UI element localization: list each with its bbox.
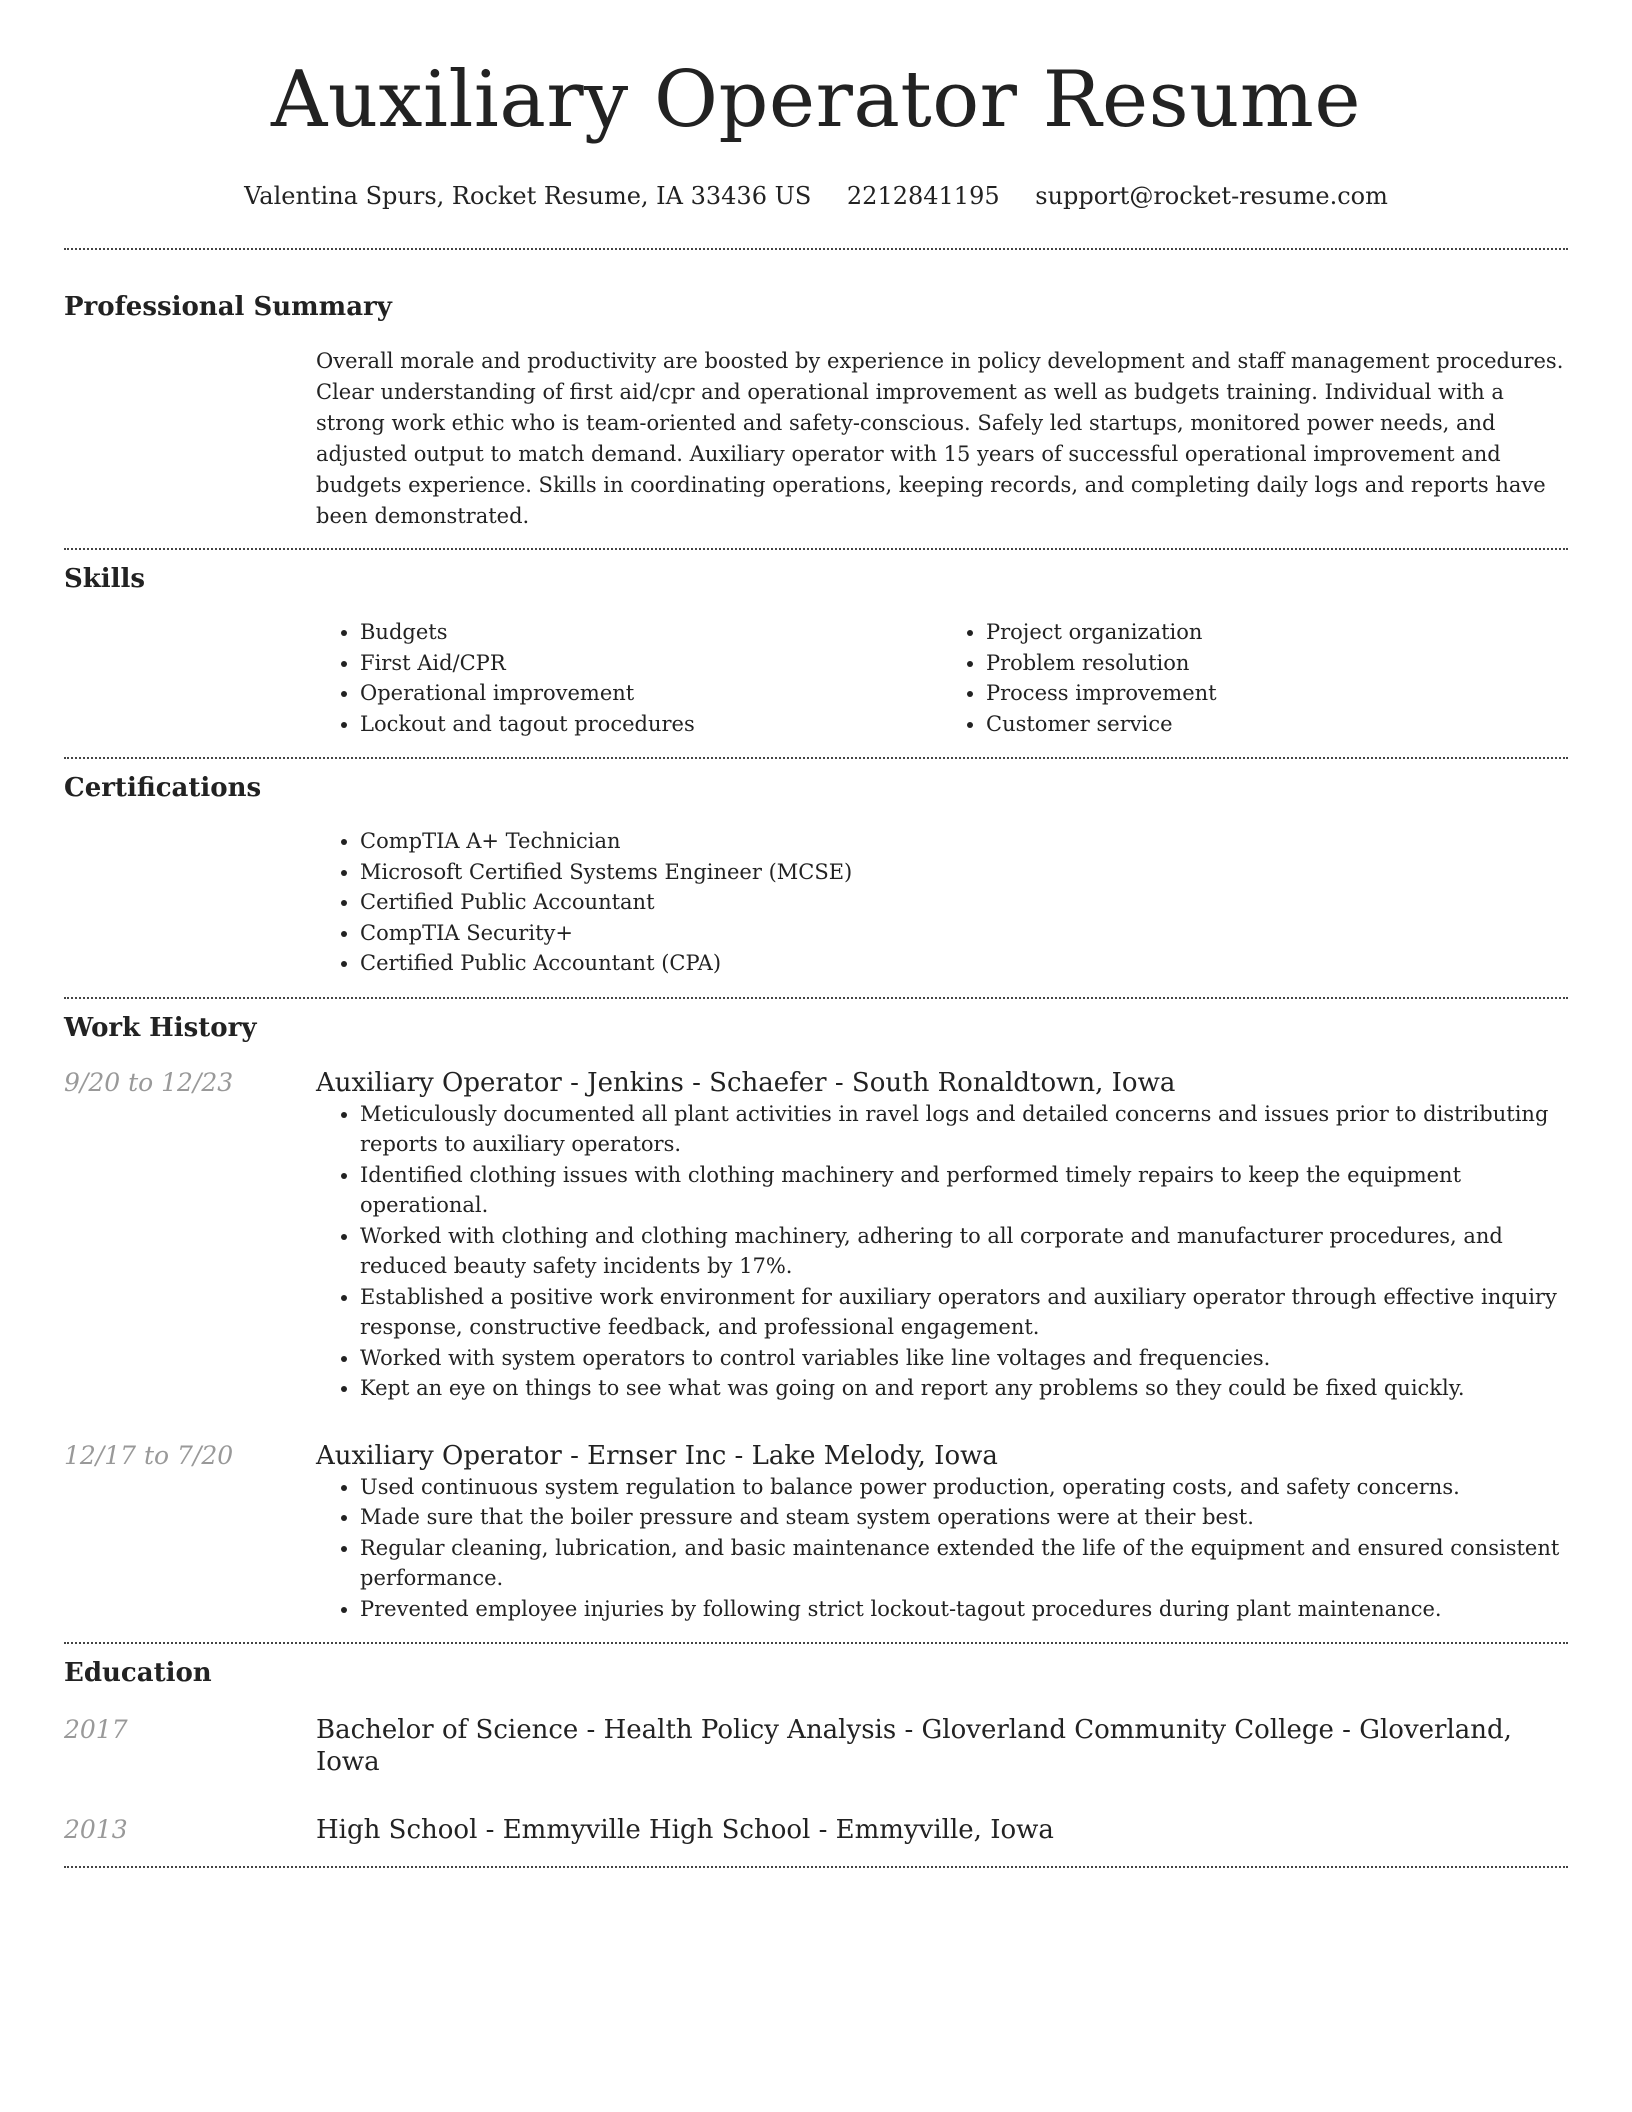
certification-item: • Certified Public Accountant (CPA) bbox=[360, 948, 1568, 979]
skill-item: • Budgets bbox=[360, 617, 942, 648]
summary-text: Overall morale and productivity are boosted by experience in policy development and staff management procedures. Clear understanding of first aid/cpr and operational improvement as well as budgets training. Individual with a strong work ethic who is team-oriented and safety-conscious. Safely led startups, monitored power needs, and adjusted output to match demand. Auxiliary operator with 15 years of successful operational improvement and budgets experience. Skills in coordinating operations, keeping records, and completing daily logs and reports have been demonstrated. bbox=[316, 349, 1564, 528]
education-school: - Emmyville High School - Emmyville, Iowa bbox=[477, 1815, 1054, 1845]
education-degree: High School bbox=[316, 1815, 478, 1845]
certifications-list bbox=[316, 826, 1568, 979]
work-history-section bbox=[64, 999, 1568, 1643]
job-bullet: • Meticulously documented all plant activities in ravel logs and detailed concerns and issues prior to distributing reports to auxiliary operators. bbox=[360, 1099, 1568, 1160]
section-title-summary: Professional Summary bbox=[64, 292, 392, 322]
skills-list-right bbox=[942, 617, 1568, 739]
education-section bbox=[64, 1644, 1568, 1846]
job-heading bbox=[316, 1067, 1568, 1099]
job-bullet: • Kept an eye on things to see what was going on and report any problems so they could be fixed quickly. bbox=[360, 1373, 1568, 1404]
job-bullet: • Prevented employee injuries by following strict lockout-tagout procedures during plant maintenance. bbox=[360, 1594, 1568, 1625]
job-entry bbox=[64, 1067, 1568, 1404]
job-bullets bbox=[316, 1099, 1568, 1404]
job-entry bbox=[64, 1440, 1568, 1643]
job-bullet: • Worked with system operators to control variables like line voltages and frequencies. bbox=[360, 1343, 1568, 1374]
job-bullet: • Made sure that the boiler pressure and steam system operations were at their best. bbox=[360, 1502, 1568, 1533]
section-title-certifications: Certifications bbox=[64, 773, 262, 803]
skill-item: • Project organization bbox=[986, 617, 1568, 648]
job-bullet: • Identified clothing issues with clothing machinery and performed timely repairs to keep the equipment operational. bbox=[360, 1160, 1568, 1221]
education-year: 2013 bbox=[64, 1815, 128, 1844]
job-dates: 9/20 to 12/23 bbox=[64, 1067, 234, 1097]
certifications-section bbox=[64, 759, 1568, 979]
skills-list-left bbox=[316, 617, 942, 739]
job-bullet: • Worked with clothing and clothing machinery, adhering to all corporate and manufacturer procedures, and reduced beauty safety incidents by 17%. bbox=[360, 1221, 1568, 1282]
certification-item: • CompTIA A+ Technician bbox=[360, 826, 1568, 857]
job-bullets bbox=[316, 1472, 1568, 1625]
section-title-work-history: Work History bbox=[64, 1012, 257, 1043]
summary-section bbox=[64, 250, 1568, 532]
contact-address: Valentina Spurs, Rocket Resume, IA 33436 US bbox=[244, 182, 812, 210]
education-heading bbox=[316, 1714, 1568, 1778]
skill-item: • Lockout and tagout procedures bbox=[360, 709, 942, 740]
job-dates: 12/17 to 7/20 bbox=[64, 1440, 234, 1470]
skill-item: • First Aid/CPR bbox=[360, 648, 942, 679]
job-role: Auxiliary Operator bbox=[316, 1440, 562, 1471]
education-year: 2017 bbox=[64, 1715, 128, 1744]
job-employer: - Jenkins - Schaefer - South Ronaldtown, Iowa bbox=[561, 1067, 1176, 1098]
certifications-block bbox=[316, 826, 1568, 979]
job-role: Auxiliary Operator bbox=[316, 1067, 562, 1098]
job-heading bbox=[316, 1440, 1568, 1472]
contact-email: support@rocket-resume.com bbox=[1035, 182, 1388, 210]
education-heading bbox=[316, 1814, 1568, 1846]
job-bullet: • Used continuous system regulation to balance power production, operating costs, and safety concerns. bbox=[360, 1472, 1568, 1503]
contact-line bbox=[64, 180, 1568, 212]
skill-item: • Problem resolution bbox=[986, 648, 1568, 679]
education-entry bbox=[64, 1714, 1568, 1778]
job-bullet: • Established a positive work environment for auxiliary operators and auxiliary operator through effective inquiry response, constructive feedback, and professional engagement. bbox=[360, 1282, 1568, 1343]
section-title-skills: Skills bbox=[64, 564, 146, 594]
contact-phone: 2212841195 bbox=[846, 182, 1000, 210]
divider bbox=[64, 1866, 1568, 1868]
education-degree: Bachelor of Science - Health Policy Analysis bbox=[316, 1715, 897, 1745]
certification-item: • Certified Public Accountant bbox=[360, 887, 1568, 918]
skill-item: • Process improvement bbox=[986, 678, 1568, 709]
education-entry bbox=[64, 1814, 1568, 1846]
skills-section bbox=[64, 550, 1568, 739]
job-details bbox=[316, 1067, 1568, 1404]
job-details bbox=[316, 1440, 1568, 1643]
skill-item: • Operational improvement bbox=[360, 678, 942, 709]
skill-item: • Customer service bbox=[986, 709, 1568, 740]
education-school: - Gloverland Community College - Gloverland, Iowa bbox=[316, 1715, 1512, 1777]
job-employer: - Ernser Inc - Lake Melody, Iowa bbox=[561, 1440, 998, 1471]
job-bullet: • Regular cleaning, lubrication, and basic maintenance extended the life of the equipment and ensured consistent performance. bbox=[360, 1533, 1568, 1594]
certification-item: • Microsoft Certified Systems Engineer (MCSE) bbox=[360, 857, 1568, 888]
certification-item: • CompTIA Security+ bbox=[360, 918, 1568, 949]
resume-title: Auxiliary Operator Resume bbox=[270, 55, 1362, 145]
skills-columns bbox=[316, 617, 1568, 739]
section-title-education: Education bbox=[64, 1658, 212, 1688]
